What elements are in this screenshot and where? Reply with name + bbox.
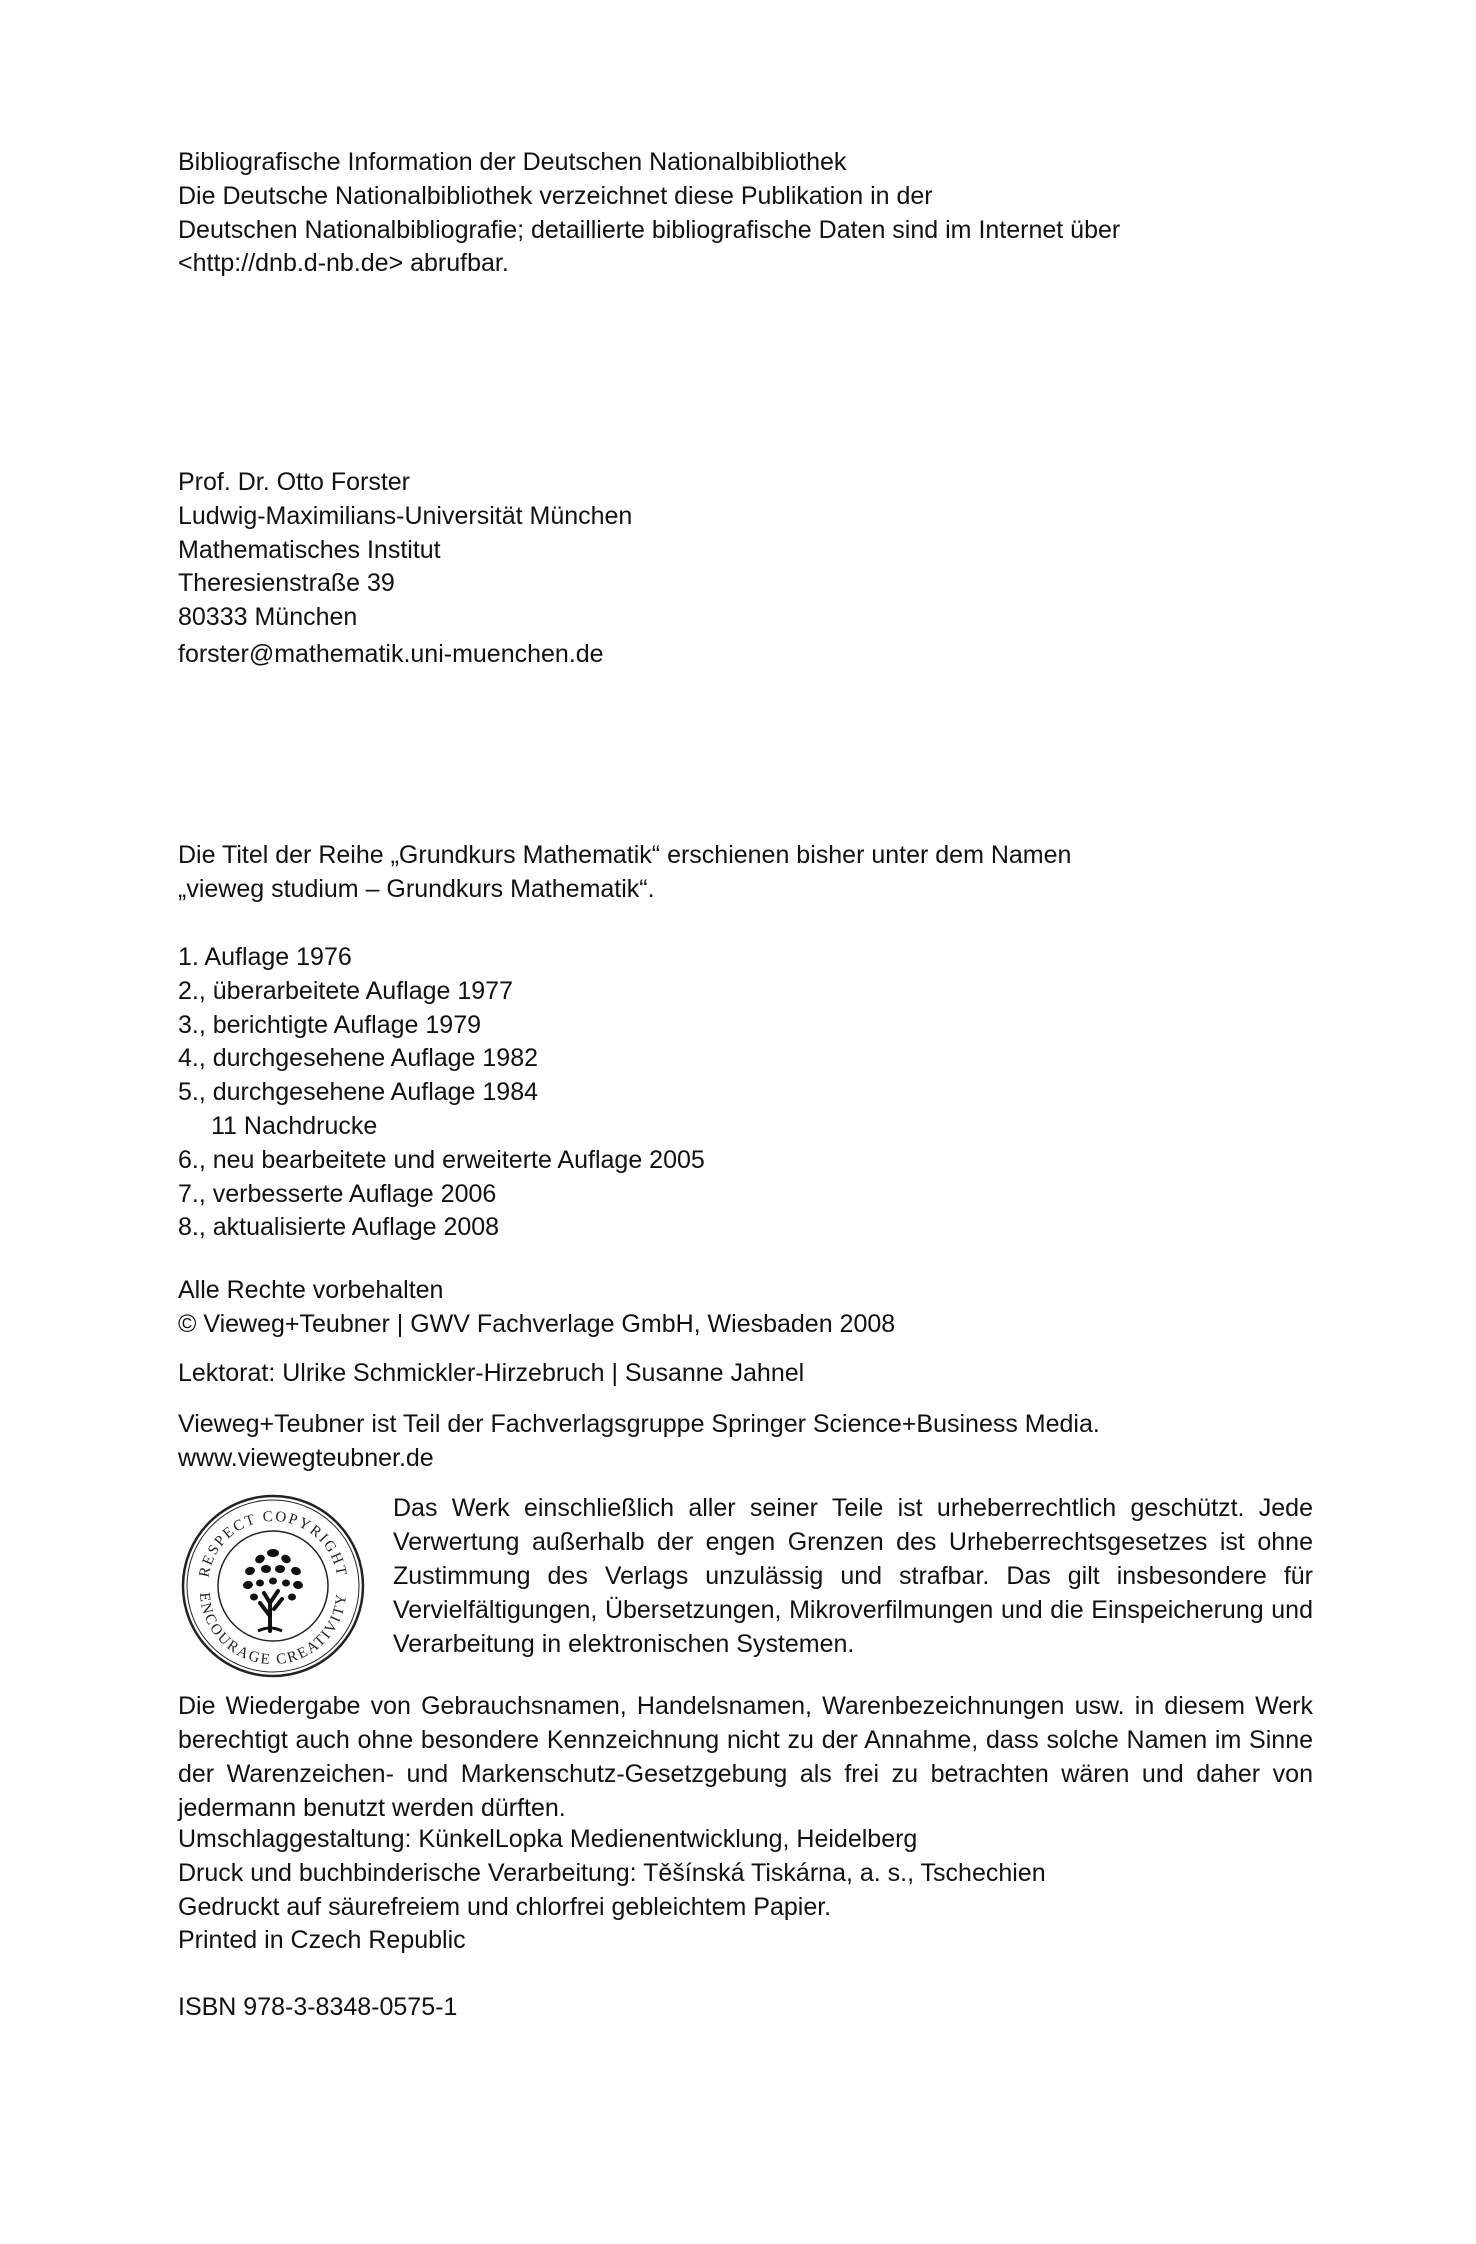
edition-reprints: 11 Nachdrucke (211, 1111, 378, 1140)
edition-item: 1. Auflage 1976 (178, 943, 352, 971)
author-university: Ludwig-Maximilians-Universität München (178, 501, 633, 530)
tree-icon (242, 1549, 303, 1631)
copyright-line: © Vieweg+Teubner | GWV Fachverlage GmbH, Wiesbaden 2008 (178, 1309, 896, 1338)
edition-item: 7., verbesserte Auflage 2006 (178, 1179, 497, 1208)
edition-item: 2., überarbeitete Auflage 1977 (178, 976, 513, 1005)
rights-reserved: Alle Rechte vorbehalten (178, 1276, 444, 1304)
edition-item: 3., berichtigte Auflage 1979 (178, 1010, 482, 1039)
bibliographic-line: Bibliografische Information der Deutschen Nationalbibliothek (178, 148, 847, 176)
seal-outer-ring-inner (187, 1500, 359, 1672)
edition-item: 8., aktualisierte Auflage 2008 (178, 1213, 500, 1242)
rights-block (178, 1274, 1313, 1342)
bibliographic-line: <http://dnb.d-nb.de> abrufbar. (178, 249, 509, 278)
author-street: Theresienstraße 39 (178, 569, 395, 598)
seal-top-text-path: RESPECT COPYRIGHT (196, 1508, 350, 1579)
cover-design: Umschlaggestaltung: KünkelLopka Medienentwicklung, Heidelberg (178, 1825, 918, 1853)
seal-bottom-text-path: ENCOURAGE CREATIVITY (195, 1591, 351, 1669)
edition-list (178, 941, 1313, 1245)
bibliographic-line: Deutschen Nationalbibliografie; detaillierte bibliografische Daten sind im Internet über (178, 215, 1121, 244)
bibliographic-info (178, 146, 1313, 281)
publisher-group: Vieweg+Teubner ist Teil der Fachverlagsgruppe Springer Science+Business Media. (178, 1410, 1100, 1438)
series-note (178, 839, 1313, 907)
author-institute: Mathematisches Institut (178, 535, 441, 564)
edition-item: 6., neu bearbeitete und erweiterte Auflage 2005 (178, 1145, 705, 1174)
editorial-line: Lektorat: Ulrike Schmickler-Hirzebruch | Susanne Jahnel (178, 1359, 805, 1387)
printed-in: Printed in Czech Republic (178, 1926, 466, 1955)
publisher-block (178, 1408, 1313, 1476)
respect-copyright-seal (178, 1491, 368, 1681)
isbn: ISBN 978-3-8348-0575-1 (178, 1993, 458, 2021)
edition-item: 5., durchgesehene Auflage 1984 (178, 1078, 539, 1107)
isbn-block (178, 1991, 1313, 2025)
editorial-block (178, 1357, 1313, 1391)
copyright-notice: Das Werk einschließlich aller seiner Teile ist urheberrechtlich geschützt. Jede Verwertung außerhalb der engen Grenzen des Urheberrechtsgesetzes ist ohne Zustimmung des Verlags unzulässig und strafbar. Das gilt insbesondere für Vervielfältigungen, Übersetzungen, Mikroverfilmungen und die Einspeicherung und Verarbeitung in elektronischen Systemen. (393, 1494, 1313, 1658)
production-block (178, 1823, 1313, 1958)
series-note-line: „vieweg studium – Grundkurs Mathematik“. (178, 874, 655, 903)
printing-binding: Druck und buchbinderische Verarbeitung: Těšínská Tiskárna, a. s., Tschechien (178, 1858, 1046, 1887)
series-note-line: Die Titel der Reihe „Grundkurs Mathematik“ erschienen bisher unter dem Namen (178, 841, 1072, 869)
publisher-website: www.viewegteubner.de (178, 1443, 434, 1472)
seal-inner-ring (218, 1531, 328, 1641)
author-address (178, 466, 1313, 672)
paper-note: Gedruckt auf säurefreiem und chlorfrei gebleichtem Papier. (178, 1892, 832, 1921)
author-email: forster@mathematik.uni-muenchen.de (178, 639, 604, 668)
trademark-notice: Die Wiedergabe von Gebrauchsnamen, Handelsnamen, Warenbezeichnungen usw. in diesem Werk berechtigt auch ohne besondere Kennzeichnung nicht zu der Annahme, dass solche Namen im Sinne der Warenzeichen- und Markenschutz-Gesetzgebung als frei zu betrachten wären und daher von jedermann benutzt werden dürften. (178, 1692, 1313, 1822)
edition-item: 4., durchgesehene Auflage 1982 (178, 1044, 539, 1073)
author-name: Prof. Dr. Otto Forster (178, 468, 410, 496)
bibliographic-line: Die Deutsche Nationalbibliothek verzeichnet diese Publikation in der (178, 181, 933, 210)
author-city: 80333 München (178, 603, 358, 632)
